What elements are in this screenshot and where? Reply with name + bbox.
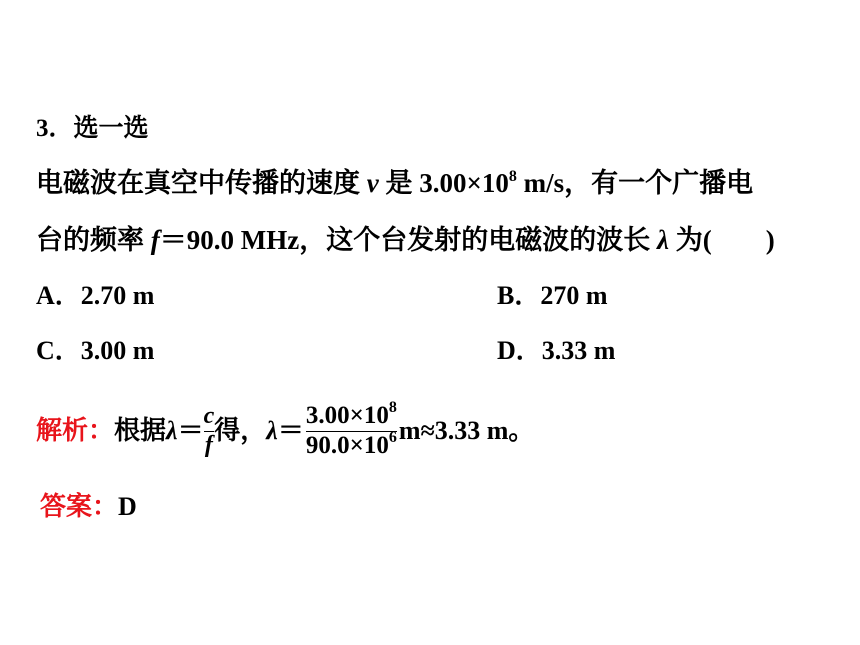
stem-text: 为( ) bbox=[668, 225, 775, 255]
stem-text: m/s，有一个广播电 bbox=[516, 168, 754, 198]
stem-text: ＝90.0 MHz，这个台发射的电磁波的波长 bbox=[159, 225, 657, 255]
solution-line bbox=[36, 396, 534, 466]
fraction-denominator: $90.0\times 10^6$ bbox=[305, 428, 397, 459]
frequency-symbol: f bbox=[150, 225, 160, 255]
velocity-symbol: v bbox=[366, 168, 379, 198]
solution-result: m≈3.33 m。 bbox=[398, 416, 535, 445]
option-b: B．270 m bbox=[497, 281, 608, 310]
answer-value: D bbox=[118, 492, 137, 521]
answer-heading: 答案： bbox=[40, 492, 119, 521]
solution-text: 得， bbox=[214, 416, 267, 445]
fraction-numerator: $3.00\times 10^8$ bbox=[305, 398, 397, 429]
stem-text: 是 3.00×10 bbox=[378, 168, 509, 198]
solution-heading: 解析： bbox=[36, 416, 115, 445]
question-stem-line-1 bbox=[36, 170, 753, 197]
question-stem-line-2 bbox=[36, 227, 775, 254]
wavelength-symbol: λ bbox=[656, 225, 669, 255]
option-a: A．2.70 m bbox=[36, 281, 155, 310]
option-c: C．3.00 m bbox=[36, 336, 155, 365]
wavelength-symbol: λ bbox=[266, 416, 278, 445]
c-over-f-fraction bbox=[204, 403, 215, 459]
equals-sign: ＝ bbox=[277, 416, 304, 445]
solution-text: 根据 bbox=[114, 416, 167, 445]
stem-text: 台的频率 bbox=[36, 225, 151, 255]
equals-sign: ＝ bbox=[177, 416, 204, 445]
numeric-fraction bbox=[304, 398, 399, 461]
frequency-symbol: f bbox=[204, 431, 213, 458]
exponent: 8 bbox=[508, 168, 517, 185]
question-title: 3．选一选 bbox=[36, 115, 149, 142]
speed-of-light-symbol: c bbox=[203, 402, 215, 429]
wavelength-symbol: λ bbox=[166, 416, 178, 445]
answer-line bbox=[40, 494, 137, 520]
stem-text: 电磁波在真空中传播的速度 bbox=[36, 168, 367, 198]
option-d: D．3.33 m bbox=[497, 336, 616, 365]
